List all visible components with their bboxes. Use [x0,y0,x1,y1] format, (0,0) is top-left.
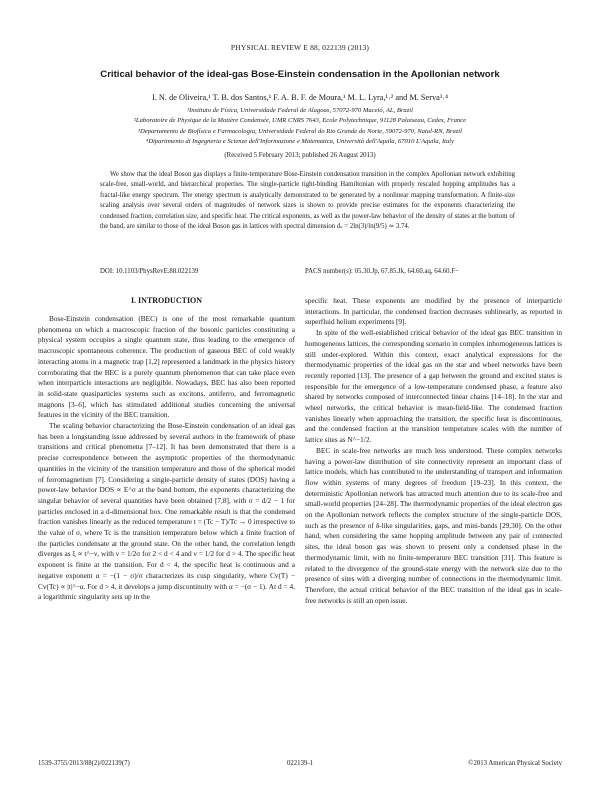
received-date: (Received 5 February 2013; published 26 August 2013) [224,152,376,159]
affiliations [40,106,560,148]
article-title: Critical behavior of the ideal-gas Bose-Einstein condensation in the Apollonian network [100,69,500,80]
paragraph: Bose-Einstein condensation (BEC) is one of the most remarkable quantum phenomena on which a macroscopic fraction of the bosonic particles constituting a physical system occupies a single quantum state, thus leading to the emergence of macroscopic spontaneous coherence. The production of gaseous BEC of cold weakly interacting atoms in a magnetic trap [1,2] represented a landmark in the physics history corroborating that the BEC is a purely quantum phenomenon that can take place even when interparticle interactions are negligible. Nowadays, BEC has also been reported in solid-state quasiparticles systems such as excitons, antiferro, and ferromagnetic magnons [3–6], which has stimulated additional studies concerning the universal features in the vicinity of the BEC transition. [38,314,295,420]
journal-header: PHYSICAL REVIEW E 88, 022139 (2013) [230,43,370,52]
paragraph: BEC in scale-free networks are much less understood. These complex networks having a power-law distribution of site connectivity represent an important class of lattice models, which has contributed to the understanding of transport and information flow within systems of many degrees of freedom [19–23]. In this context, the deterministic Apollonian network has attracted much attention due to its scale-free and small-world properties [24–28]. The thermodynamic properties of the ideal electron gas on the Apollonian network reflects the complex structure of the single-particle DOS, such as the presence of δ-like singularities, gaps, and mini-bands [29,30]. On the other hand, when considering the same hopping amplitude between any pair of connected sites, the ideal boson gas was shown to present only a condensed phase in the thermodynamic limit, with no finite-temperature BEC transition [31]. This feature is related to the divergence of the ground-state energy with the network size due to the presence of sites with a diverging number of connections in the thermodynamic limit. Therefore, the actual critical behavior of the BEC transition of the ideal gas in scale-free networks is still an open issue. [305,445,562,605]
affiliation-1: ¹Instituto de Física, Universidade Federal de Alagoas, 57072-970 Maceió, AL, Brazil [187,107,413,114]
copyright: ©2013 American Physical Society [468,760,562,767]
right-column [305,296,562,606]
affiliation-3: ³Departamento de Biofísica e Farmacologia, Universidade Federal do Rio Grande do Norte, 59072-970, Natal-RN, Brazil [138,127,462,135]
section-heading: I. INTRODUCTION [130,296,203,305]
doi-link[interactable]: DOI: 10.1103/PhysRevE.88.022139 [100,268,199,275]
footer-issn: 1539-3755/2013/88(2)/022139(7) [38,760,130,767]
pacs-numbers: PACS number(s): 05.30.Jp, 67.85.Jk, 64.60.aq, 64.60.F− [305,268,459,275]
abstract: We show that the ideal Boson gas displays a finite-temperature Bose-Einstein condensation transition in the complex Apollonian network exhibiting scale-free, small-world, and hierarchical properties. The single-particle tight-binding Hamiltonian with properly rescaled hopping amplitudes has a fractal-like energy spectrum. The energy spectrum is analytically demonstrated to be generated by a nonlinear mapping transformation. A finite-size scaling analysis over several orders of magnitudes of network sizes is shown to provide precise estimates for the exponents characterizing the condensed fraction, correlation size, and specific heat. The critical exponents, as well as the power-law behavior of the density of states at the bottom of the band, are similar to those of the ideal Boson gas in lattices with spectral dimension dₛ = 2ln(3)/ln(9/5) ≃ 3.74. [100,171,515,231]
paragraph: In spite of the well-established critical behavior of the ideal gas BEC transition in homogeneous lattices, the corresponding scenario in complex inhomogeneous lattices is still under-explored. Within this context, exact analytical expressions for the thermodynamic properties of the ideal gas on the star and wheel networks have been recently reported [13]. The presence of a gap between the ground and excited states is responsible for the emergence of a low-temperature condensed phase, a feature also shared by networks composed of interconnected linear chains [14–18]. In the star and wheel networks, the critical behavior is mean-field-like. The condensed fraction vanishes linearly when approaching the transition, the specific heat is discontinuous, and the condensed fraction at the transition temperature scales with the number of lattice sites as N^−1/2. [305,328,562,445]
paragraph: specific heat. These exponents are modified by the presence of interparticle interactions. In particular, the condensed fraction decreases sublinearly, as reported in superfluid helium experiments [9]. [305,296,562,327]
paragraph: The scaling behavior characterizing the Bose-Einstein condensation of an ideal gas has been a longstanding issue addressed by several authors in the framework of phase transitions and critical phenomena [7–12]. It has been demonstrated that there is a precise correspondence between the asymptotic properties of the thermodynamic quantities in the vicinity of the transition temperature and those of the spherical model of ferromagnetism [7]. Considering a single-particle density of states (DOS) having a power-law behavior DOS ∝ E^σ at the band bottom, the exponents characterizing the singular behavior of several quantities have been obtained [7,8], with σ = d/2 − 1 for particles enclosed in a d-dimensional box. One remarkable result is that the condensed fraction vanishes linearly as the reduced temperature t = (Tc − T)/Tc → 0 irrespective to the value of σ, where Tc is the transition temperature below which a finite fraction of the particles condensate at the ground state. On the other hand, the correlation length diverges as ξ ∝ t^−ν, with ν = 1/2σ for 2 < d < 4 and ν = 1/2 for d > 4. The specific heat exponent is finite at the transition. For d < 4, the specific heat is continuous and a negative exponent α = −(1 − σ)/σ characterizes its cusp singularity, where Cv(T) − Cv(Tc) ∝ |t|^−α. For d > 4, it develops a jump discontinuity with α = −(σ − 1). At d = 4, a logarithmic singularity sets up in the [38,421,295,602]
affiliation-2: ²Laboratoire de Physique de la Matière Condensée, UMR CNRS 7643, Ecole Polytechnique, 91128 Palaiseau, Cedex, France [133,117,467,125]
page-number: 022139-1 [286,760,314,767]
affiliation-4: ⁴Dipartimento di Ingegneria e Scienze dell'Informazione e Matematica, Università dell'Aquila, 67010 L'Aquila, Italy [145,138,455,146]
left-column [38,314,295,603]
author-list: I. N. de Oliveira,¹ T. B. dos Santos,¹ F. A. B. F. de Moura,¹ M. L. Lyra,¹˒² and M. Serva³˒⁴ [152,93,448,102]
